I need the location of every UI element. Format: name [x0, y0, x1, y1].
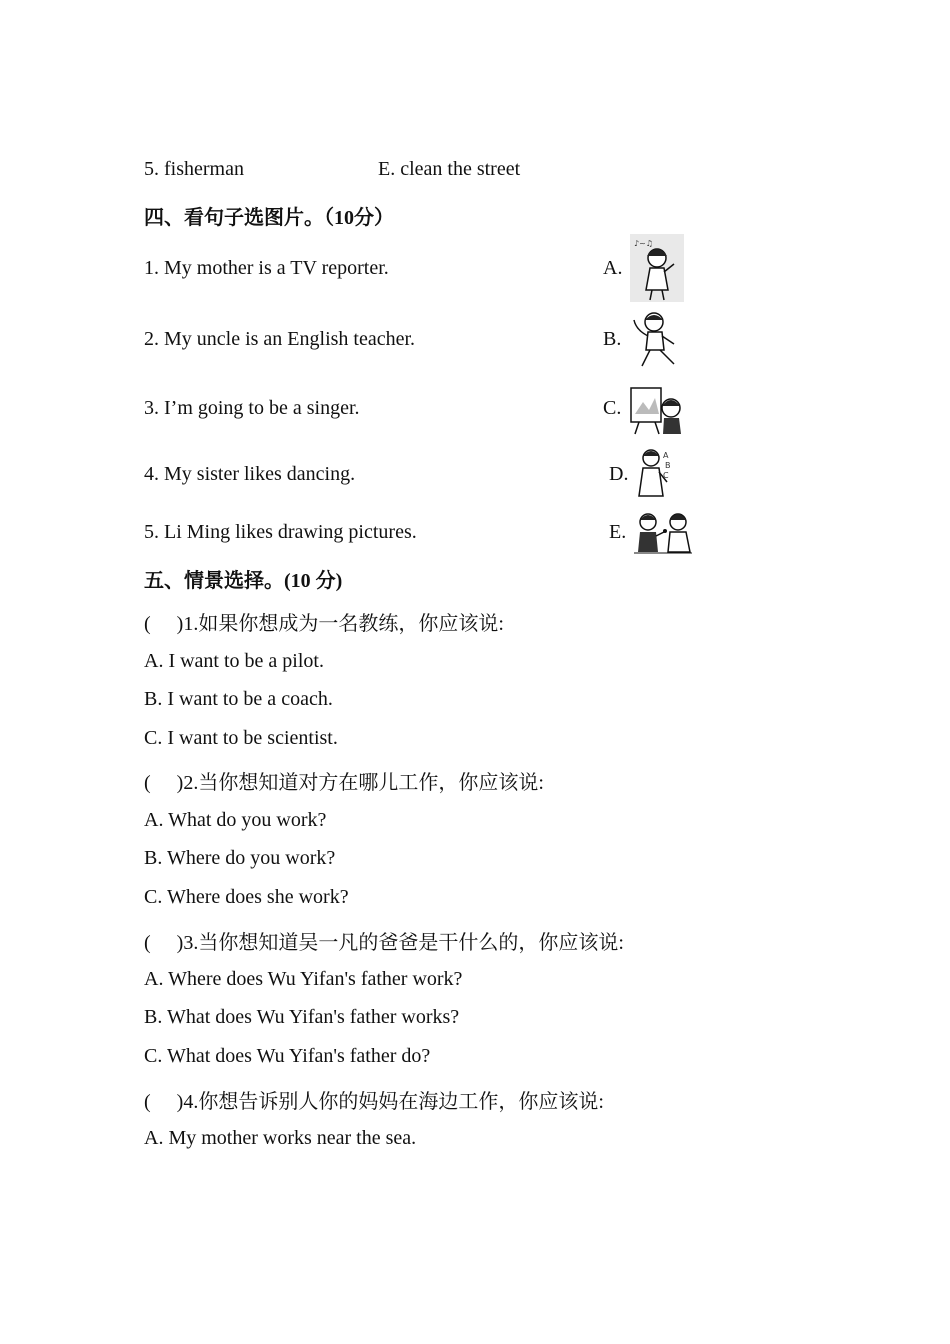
- answer-bracket[interactable]: (: [144, 772, 151, 794]
- question-stem: )2.当你想知道对方在哪儿工作，你应该说:: [176, 772, 544, 794]
- question-1: [144, 607, 504, 636]
- svg-text:C: C: [663, 471, 669, 480]
- answer-bracket[interactable]: (: [144, 613, 151, 635]
- section4-sentence-3: 3. I’m going to be a singer.: [144, 397, 360, 419]
- option-b: B. I want to be a coach.: [144, 688, 333, 710]
- option-c: C. What does Wu Yifan's father do?: [144, 1045, 431, 1067]
- question-4: [144, 1085, 604, 1114]
- option-c: C. I want to be scientist.: [144, 727, 338, 749]
- question-2: [144, 766, 544, 795]
- question-3: [144, 926, 624, 955]
- option-b: B. What does Wu Yifan's father works?: [144, 1006, 460, 1028]
- answer-bracket[interactable]: (: [144, 932, 151, 954]
- child-painting-picture: [629, 378, 683, 436]
- question-stem: )3.当你想知道吴一凡的爸爸是干什么的，你应该说:: [176, 932, 624, 954]
- matching-item-left: 5. fisherman: [144, 158, 244, 180]
- option-a: A. Where does Wu Yifan's father work?: [144, 968, 463, 990]
- svg-text:A: A: [663, 451, 669, 460]
- boy-dancing-picture: [630, 308, 682, 368]
- section4-sentence-2: 2. My uncle is an English teacher.: [144, 328, 416, 350]
- section5-heading: 五、情景选择。(10 分): [144, 570, 343, 592]
- section4-label-d: D.: [609, 463, 629, 485]
- svg-text:B: B: [665, 461, 671, 470]
- section4-label-a: A.: [603, 257, 623, 279]
- svg-text:♪~♫: ♪~♫: [634, 239, 653, 248]
- section4-sentence-4: 4. My sister likes dancing.: [144, 463, 356, 485]
- section4-heading: 四、看句子选图片。（10分）: [144, 207, 394, 229]
- section4-label-e: E.: [609, 521, 627, 543]
- question-stem: )4.你想告诉别人你的妈妈在海边工作，你应该说:: [176, 1091, 604, 1113]
- section4-sentence-5: 5. Li Ming likes drawing pictures.: [144, 521, 417, 543]
- section4-label-c: C.: [603, 397, 622, 419]
- option-a: A. I want to be a pilot.: [144, 650, 324, 672]
- girl-singing-picture: [630, 234, 684, 302]
- option-b: B. Where do you work?: [144, 847, 336, 869]
- option-c: C. Where does she work?: [144, 886, 349, 908]
- teacher-at-board-picture: [635, 446, 675, 498]
- answer-bracket[interactable]: (: [144, 1091, 151, 1113]
- section4-sentence-1: 1. My mother is a TV reporter.: [144, 257, 389, 279]
- question-stem: )1.如果你想成为一名教练，你应该说:: [176, 613, 504, 635]
- reporter-interview-picture: [634, 510, 692, 554]
- option-a: A. My mother works near the sea.: [144, 1127, 417, 1149]
- matching-item-right: E. clean the street: [378, 158, 521, 180]
- section4-label-b: B.: [603, 328, 622, 350]
- option-a: A. What do you work?: [144, 809, 327, 831]
